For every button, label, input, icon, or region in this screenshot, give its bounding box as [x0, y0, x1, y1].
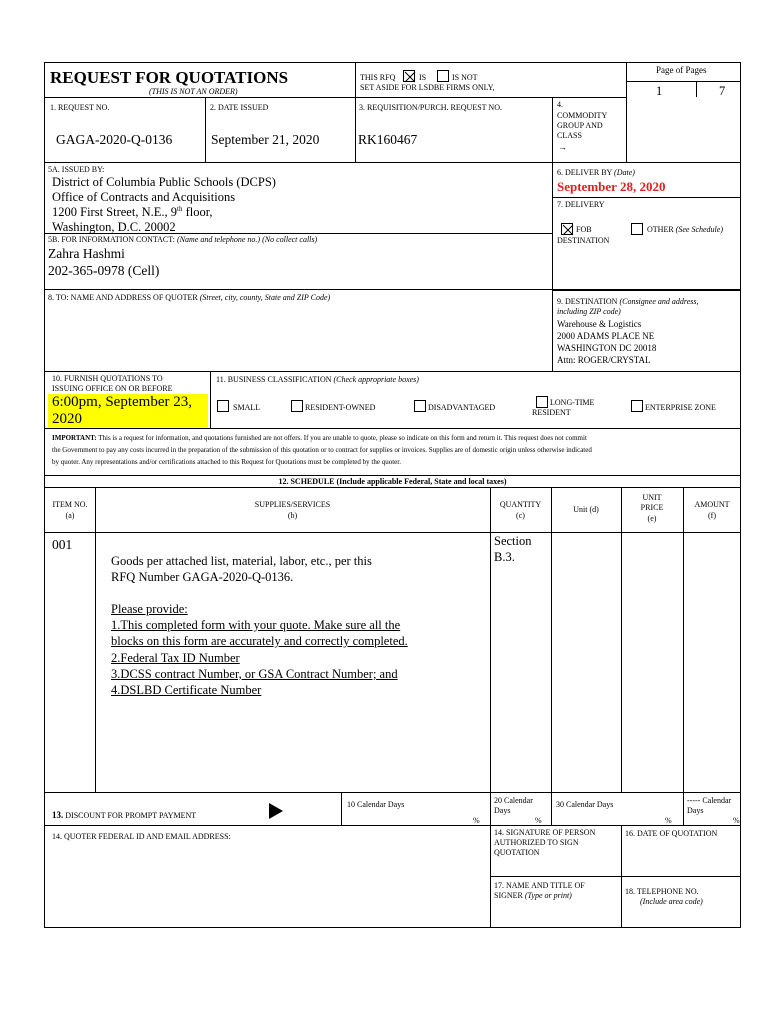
delivery-label: 7. DELIVERY: [557, 200, 605, 209]
signature-label-3: QUOTATION: [494, 848, 540, 857]
item-description-2: RFQ Number GAGA-2020-Q-0136.: [111, 570, 294, 584]
quoter-federal-id-label: 14. QUOTER FEDERAL ID AND EMAIL ADDRESS:: [52, 832, 231, 841]
rfq-is-checkbox[interactable]: [403, 70, 415, 82]
col-quantity-sub: (c): [516, 511, 525, 520]
divider: [44, 825, 741, 826]
divider: [626, 81, 741, 82]
col-quantity-header: QUANTITY: [499, 500, 542, 509]
enterprise-zone-label: ENTERPRISE ZONE: [645, 403, 716, 412]
date-of-quotation-label: 16. DATE OF QUOTATION: [625, 829, 718, 838]
longtime-label-1: LONG-TIME: [550, 398, 595, 407]
enterprise-zone-checkbox[interactable]: [631, 400, 643, 412]
check-x-icon: [562, 224, 574, 236]
col-amount-sub: (f): [708, 511, 716, 520]
issued-by-line2: Office of Contracts and Acquisitions: [52, 190, 236, 204]
business-label: 11. BUSINESS CLASSIFICATION (Check appropriate boxes): [216, 375, 419, 384]
destination-line3: WASHINGTON DC 20018: [557, 343, 657, 353]
request-no-value[interactable]: GAGA-2020-Q-0136: [56, 132, 173, 147]
divider: [355, 62, 356, 97]
divider: [490, 876, 741, 877]
form-title: REQUEST FOR QUOTATIONS: [50, 68, 289, 87]
destination-line1: Warehouse & Logistics: [557, 319, 642, 329]
divider: [44, 792, 741, 793]
divider: [621, 825, 622, 928]
schedule-heading: 12. SCHEDULE (Include applicable Federal, State and local taxes): [278, 477, 507, 486]
small-label: SMALL: [233, 403, 261, 412]
contact-phone[interactable]: 202-365-0978 (Cell): [48, 263, 160, 278]
important-line3: by quoter. Any representations and/or certifications attached to this Request for Quotations must be completed by the quoter.: [52, 458, 401, 466]
small-checkbox[interactable]: [217, 400, 229, 412]
disadvantaged-label: DISADVANTAGED: [428, 403, 496, 412]
divider: [44, 162, 552, 163]
quantity-line1: Section: [494, 534, 532, 548]
issued-by-line1: District of Columbia Public Schools (DCPS): [52, 175, 276, 189]
page-number: 1: [656, 84, 663, 98]
divider: [552, 290, 741, 291]
col-unit-price-sub: (e): [647, 514, 657, 523]
discount-30-days: 30 Calendar Days: [556, 800, 614, 809]
requisition-value[interactable]: RK160467: [358, 132, 418, 147]
telephone-label: 18. TELEPHONE NO.: [625, 887, 699, 896]
item-number: 001: [52, 537, 73, 552]
col-unit-price-header-2: PRICE: [640, 503, 664, 512]
divider: [552, 197, 741, 198]
discount-calendar-days-2: Days: [687, 806, 704, 815]
commodity-label-2: GROUP AND: [557, 121, 603, 130]
rfq-is-not-checkbox[interactable]: [437, 70, 449, 82]
longtime-label-2: RESIDENT: [532, 408, 571, 417]
col-item-header: ITEM NO.: [52, 500, 88, 509]
divider: [44, 475, 741, 476]
destination-line4: Attn: ROGER/CRYSTAL: [557, 355, 651, 365]
provide-heading: Please provide:: [111, 602, 188, 616]
col-supplies-header: SUPPLIES/SERVICES: [254, 500, 331, 509]
col-item-sub: (a): [65, 511, 75, 520]
divider: [44, 428, 741, 429]
divider: [626, 97, 627, 162]
divider: [551, 792, 552, 825]
col-unit-header: Unit (d): [573, 505, 599, 514]
divider: [490, 792, 491, 928]
arrow-right-icon: →: [558, 142, 567, 152]
divider: [95, 487, 96, 792]
divider: [552, 97, 553, 289]
divider: [44, 371, 741, 372]
col-amount-header: AMOUNT: [694, 500, 730, 509]
quoter-label: 8. TO: NAME AND ADDRESS OF QUOTER (Street, city, county, State and ZIP Code): [48, 293, 331, 302]
resident-owned-label: RESIDENT-OWNED: [305, 403, 376, 412]
commodity-label-3: CLASS: [557, 131, 582, 140]
signer-name-label-1: 17. NAME AND TITLE OF: [494, 881, 585, 890]
provide-item-1b: blocks on this form are accurately and correctly completed.: [111, 634, 408, 648]
discount-20-days-1: 20 Calendar: [494, 796, 533, 805]
unit-field[interactable]: [552, 533, 620, 791]
destination-delivery-label: DESTINATION: [557, 236, 610, 245]
discount-calendar-pct[interactable]: %: [733, 816, 740, 825]
contact-label: 5B. FOR INFORMATION CONTACT: (Name and telephone no.) (No collect calls): [48, 235, 318, 244]
other-checkbox[interactable]: [631, 223, 643, 235]
resident-owned-checkbox[interactable]: [291, 400, 303, 412]
important-line1: IMPORTANT: This is a request for information, and quotations furnished are not offers. If you are unable to quote, please so indicate on this form and return it. This request does not commit: [52, 434, 587, 442]
discount-calendar-days-1: ----- Calendar: [687, 796, 732, 805]
commodity-label-num: 4.: [557, 100, 563, 109]
divider: [552, 290, 553, 371]
destination-line2: 2000 ADAMS PLACE NE: [557, 331, 655, 341]
destination-label: 9. DESTINATION (Consignee and address,: [557, 297, 699, 306]
fob-label: FOB: [576, 225, 592, 234]
rfq-is-label: IS: [419, 73, 427, 82]
page-total: 7: [719, 84, 726, 98]
disadvantaged-checkbox[interactable]: [414, 400, 426, 412]
furnish-date-line2[interactable]: 2020: [52, 411, 82, 427]
quoter-federal-id-field[interactable]: [48, 845, 486, 925]
requisition-label: 3. REQUISITION/PURCH. REQUEST NO.: [359, 103, 502, 112]
col-unit-price-header-1: UNIT: [642, 493, 662, 502]
date-issued-label: 2. DATE ISSUED: [210, 103, 269, 112]
item-description-1: Goods per attached list, material, labor, etc., per this: [111, 554, 372, 568]
discount-label: 13. DISCOUNT FOR PROMPT PAYMENT: [52, 810, 197, 820]
divider: [210, 371, 211, 428]
rfq-this-label: THIS RFQ: [360, 73, 396, 82]
issued-by-line3: 1200 First Street, N.E., 9th floor,: [52, 205, 213, 220]
other-label: OTHER (See Schedule): [647, 225, 723, 234]
discount-20-pct[interactable]: %: [535, 816, 542, 825]
unit-price-field[interactable]: [622, 533, 682, 791]
longtime-resident-checkbox[interactable]: [536, 396, 548, 408]
contact-name[interactable]: Zahra Hashmi: [48, 246, 125, 261]
form-subtitle: (THIS IS NOT AN ORDER): [149, 87, 238, 96]
rfq-setaside-label: SET ASIDE FOR LSDBE FIRMS ONLY,: [360, 83, 495, 92]
divider: [205, 97, 206, 162]
important-line2: the Government to pay any costs incurred in the preparation of the submission of this quotation or to contract for supplies or invoices. Supplies are of domestic origin unless otherwise indicated: [52, 446, 592, 454]
date-issued-value[interactable]: September 21, 2020: [211, 132, 320, 147]
discount-10-pct[interactable]: %: [473, 816, 480, 825]
divider: [683, 792, 684, 825]
divider: [355, 97, 356, 162]
discount-20-days-2: Days: [494, 806, 511, 815]
signature-label-2: AUTHORIZED TO SIGN: [494, 838, 579, 847]
telephone-note: (Include area code): [640, 897, 703, 906]
commodity-label-1: COMMODITY: [557, 111, 608, 120]
quantity-line2: B.3.: [494, 550, 515, 564]
discount-10-days: 10 Calendar Days: [347, 800, 405, 809]
check-x-icon: [404, 71, 416, 83]
amount-field[interactable]: [684, 533, 740, 791]
furnish-label-2: ISSUING OFFICE ON OR BEFORE: [52, 384, 173, 393]
divider: [552, 162, 741, 163]
signer-name-label-2: SIGNER (Type or print): [494, 891, 572, 900]
provide-item-2: 2.Federal Tax ID Number: [111, 651, 240, 665]
triangle-right-icon: [269, 803, 283, 819]
page-of-pages-label: Page of Pages: [656, 65, 707, 75]
fob-checkbox[interactable]: [561, 223, 573, 235]
furnish-label-1: 10. FURNISH QUOTATIONS TO: [52, 374, 163, 383]
destination-label-note: including ZIP code): [557, 307, 621, 316]
deliver-by-date[interactable]: September 28, 2020: [557, 179, 666, 194]
divider: [696, 81, 697, 97]
divider: [626, 62, 627, 97]
signature-label-1: 14. SIGNATURE OF PERSON: [494, 828, 596, 837]
quoter-name-address-field[interactable]: [48, 305, 548, 367]
request-no-label: 1. REQUEST NO.: [50, 103, 110, 112]
rfq-is-not-label: IS NOT: [452, 73, 478, 82]
issued-by-label: 5A. ISSUED BY:: [48, 165, 105, 174]
provide-item-3: 3.DCSS contract Number, or GSA Contract Number; and: [111, 667, 398, 681]
divider: [44, 97, 627, 98]
divider: [490, 487, 491, 792]
deliver-by-label: 6. DELIVER BY (Date): [557, 168, 635, 177]
provide-item-4: 4.DSLBD Certificate Number: [111, 683, 262, 697]
divider: [341, 792, 342, 825]
issued-by-line4: Washington, D.C. 20002: [52, 220, 176, 234]
col-supplies-sub: (b): [287, 511, 298, 520]
discount-30-pct[interactable]: %: [665, 816, 672, 825]
provide-item-1: 1.This completed form with your quote. Make sure all the: [111, 618, 401, 632]
furnish-date-line1[interactable]: 6:00pm, September 23,: [52, 394, 192, 410]
divider: [44, 487, 741, 488]
